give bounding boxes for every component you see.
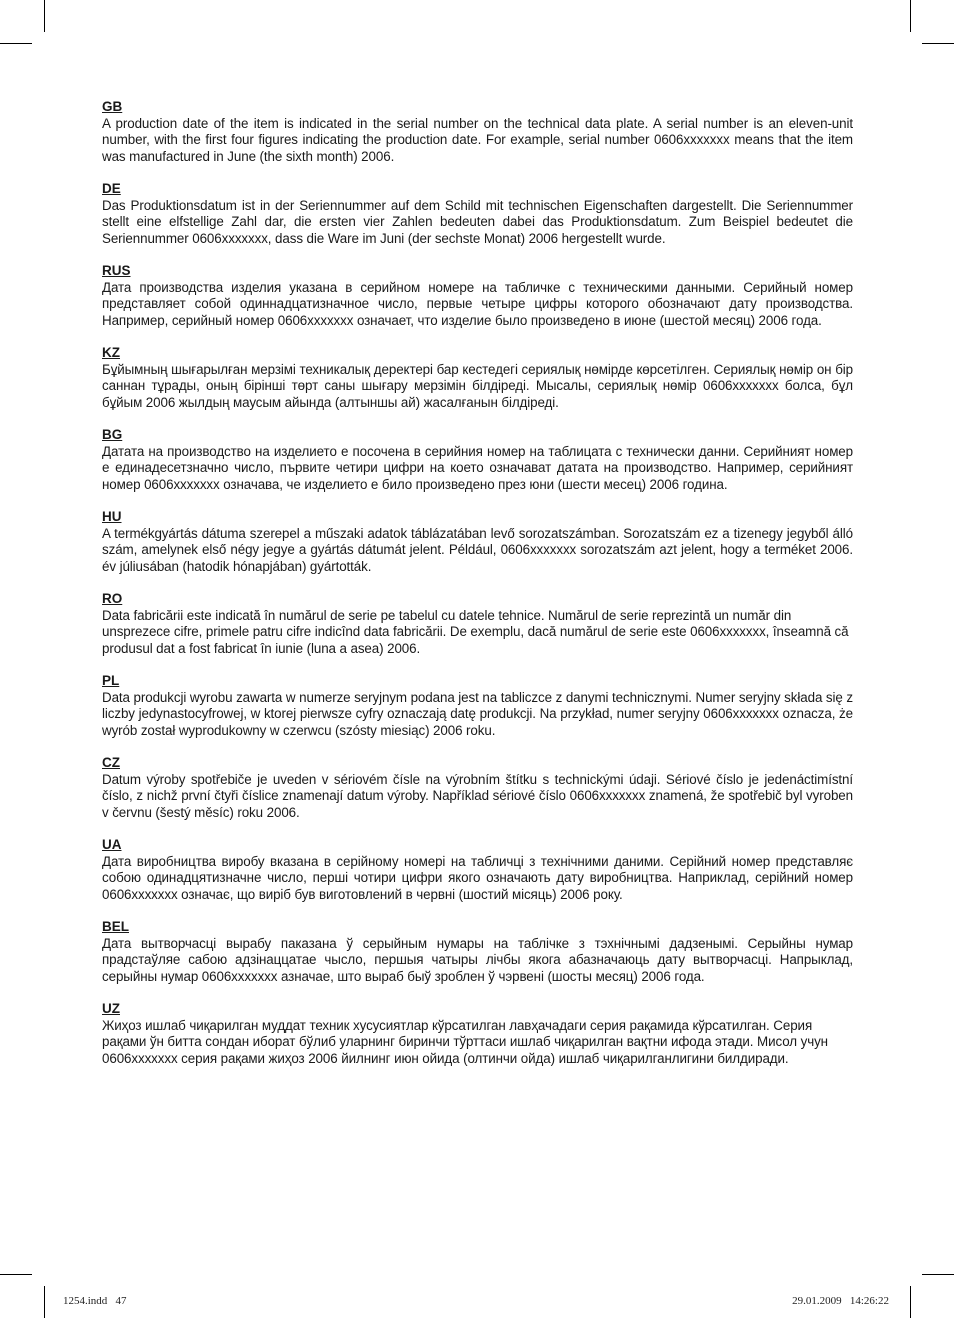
section-kz xyxy=(102,345,853,411)
section-de xyxy=(102,181,853,247)
section-text: Датата на производство на изделието е посочена в серийния номер на таблицата с технически данни. Серийният номер е единадесетзначно число, първите четири цифри на което означават датата на производство. Например, серийният номер 0606xxxxxxx означава, че изделието е било произведено през юни (шести месец) 2006 година. xyxy=(102,443,853,492)
crop-mark xyxy=(0,1274,32,1275)
footer-file-info: 1254.indd 47 xyxy=(63,1295,127,1307)
language-code: KZ xyxy=(102,345,120,360)
section-bg xyxy=(102,427,853,493)
crop-mark xyxy=(922,43,954,44)
section-cz xyxy=(102,755,853,821)
section-bel xyxy=(102,919,853,985)
language-code: HU xyxy=(102,509,122,524)
crop-mark xyxy=(910,0,911,32)
section-gb xyxy=(102,99,853,165)
crop-mark xyxy=(0,43,32,44)
crop-mark xyxy=(44,1286,45,1318)
language-code: CZ xyxy=(102,755,120,770)
section-pl xyxy=(102,673,853,739)
section-text: Бұйымның шығарылған мерзімі техникалық деректері бар кестедегі сериялық нөмірде көрсетілген. Сериялық нөмір он бір саннан тұрады, оның бірінші төрт саны шығару мерзімін білдіреді. Мысалы, сериялық нөмір 0606xxxxxxx болса, бұл бұйым 2006 жылдың маусым айында (алтыншы ай) жасалғанын білдіреді. xyxy=(102,361,853,410)
section-text: Дата виробництва виробу вказана в серійному номері на табличці з технічними даними. Серійний номер представляє собою одинадцятизначне число, перші чотири цифри якого означають дату виробництва. Наприклад, серійний номер 0606xxxxxxx означає, що виріб був виготовлений в червні (шостий місяць) 2006 року. xyxy=(102,853,853,902)
crop-mark xyxy=(44,0,45,32)
language-code: BEL xyxy=(102,919,129,934)
language-code: DE xyxy=(102,181,121,196)
section-text: Дата вытворчасці вырабу паказана ў серыйным нумары на таблічке з тэхнічнымі дадзенымі. Серыйны нумар прадстаўляе сабою адзінаццатае чысло, першыя чатыры лічбы якога абазначаюць дату вытворчасці. Напрыклад, серыйны нумар 0606xxxxxxx азначае, што выраб быў зроблен ў чэрвені (шосты месяц) 2006 года. xyxy=(102,935,853,984)
section-text: Data produkcji wyrobu zawarta w numerze seryjnym podana jest na tabliczce z danymi technicznymi. Numer seryjny składa się z liczby jedynastocyfrowej, w ktorej pierwsze cyfry oznaczają datę produkcji. Na przykład, numer seryjny 0606xxxxxxx oznacza, że wyrób został wyprodukowny w czerwcu (szósty miesiąc) 2006 roku. xyxy=(102,689,853,738)
language-code: UA xyxy=(102,837,122,852)
section-text: Datum výroby spotřebiče je uveden v sériovém čísle na výrobním štítku s technickými údaji. Sériové číslo je jedenáctimístní číslo, z nichž první čtyři číslice znamenají datum výroby. Například sériové číslo 0606xxxxxxx znamená, že spotřebič byl vyroben v červnu (šestý měsíc) roku 2006. xyxy=(102,771,853,820)
section-text: A production date of the item is indicated in the serial number on the technical data plate. A serial number is an eleven-unit number, with the first four figures indicating the production date. For example, serial number 0606xxxxxxx means that the item was manufactured in June (the sixth month) 2006. xyxy=(102,115,853,164)
section-ua xyxy=(102,837,853,903)
language-code: PL xyxy=(102,673,120,688)
language-code: RO xyxy=(102,591,123,606)
language-code: UZ xyxy=(102,1001,120,1016)
section-text: Дата производства изделия указана в серийном номере на табличке с техническими данными. Серийный номер представляет собой одиннадцатизначное число, первые четыре цифры которого обозначают дату производства. Например, серийный номер 0606xxxxxxx означает, что изделие было произведено в июне (шестой месяц) 2006 года. xyxy=(102,279,853,328)
section-rus xyxy=(102,263,853,329)
language-code: BG xyxy=(102,427,123,442)
section-ro xyxy=(102,591,853,657)
production-date-notice xyxy=(102,99,853,1083)
section-text: Das Produktionsdatum ist in der Seriennummer auf dem Schild mit technischen Eigenschaften dargestellt. Die Seriennummer stellt eine elfstellige Zahl dar, die ersten vier Zahlen bedeuten dabei das Produktionsdatum. Zum Beispiel bedeutet die Seriennummer 0606xxxxxxx, dass die Ware im Juni (der sechste Monat) 2006 hergestellt wurde. xyxy=(102,197,853,246)
section-hu xyxy=(102,509,853,575)
section-text: A termékgyártás dátuma szerepel a műszaki adatok táblázatában levő sorozatszámban. Sorozatszám ez a tizenegy jegyből álló szám, amelynek első négy jegye a gyártás dátumát jelent. Például, 0606xxxxxxx sorozatszám azt jelent, hogy a terméket 2006. év júliusában (hatodik hónapjában) gyártották. xyxy=(102,525,853,574)
section-uz xyxy=(102,1001,853,1067)
language-code: RUS xyxy=(102,263,131,278)
crop-mark xyxy=(910,1286,911,1318)
section-text: Data fabricării este indicată în numărul de serie pe tabelul cu datele tehnice. Numărul de serie reprezintă un număr din unsprezece cifre, primele patru cifre indicînd data fabricării. De exemplu, dacă numărul de serie este 0606xxxxxxx, înseamnă că produsul dat a fost fabricat în iunie (luna a asea) 2006. xyxy=(102,607,849,656)
crop-mark xyxy=(922,1274,954,1275)
footer-datetime: 29.01.2009 14:26:22 xyxy=(792,1295,889,1307)
language-code: GB xyxy=(102,99,123,114)
section-text: Жиҳоз ишлаб чиқарилган муддат техник хусусиятлар кўрсатилган лавҳачадаги серия рақамида кўрсатилган. Серия рақами ўн битта сондан иборат бўлиб уларнинг биринчи тўрттаси ишлаб чиқарилган вақтни ифода этади. Мисол учун 0606xxxxxxx серия рақами жиҳоз 2006 йилнинг июн ойида (олтинчи ойда) ишлаб чиқарилганлигини билдиради. xyxy=(102,1017,828,1066)
